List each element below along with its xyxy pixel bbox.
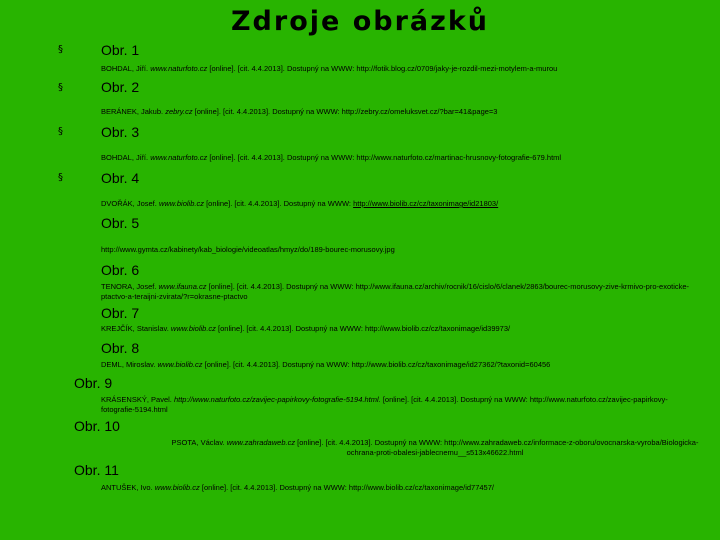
citation-author: BOHDAL, Jiří.	[101, 64, 149, 73]
citation-author: DVOŘÁK, Josef.	[101, 199, 157, 208]
source-heading: Obr. 1	[101, 42, 140, 58]
source-heading: Obr. 5	[101, 215, 140, 231]
citation-details: [online]. [cit. 4.4.2013]. Dostupný na WWW: http://www.ifauna.cz/archiv/rocnik/16/cislo/6/clanek/2863/bourec-morusovy-zive-krmivo-pro-exoticke-ptactvo-a-teraijni-zvirata/?r=okrasne-ptactvo	[101, 282, 690, 301]
citation-author: KREJČÍK, Stanislav.	[101, 324, 169, 333]
source-citation	[101, 107, 497, 117]
citation-author: BERÁNEK, Jakub.	[101, 107, 164, 116]
source-heading: Obr. 9	[74, 375, 113, 391]
citation-author: PSOTA, Václav.	[171, 438, 225, 447]
citation-details: [online]. [cit. 4.4.2013]. Dostupný na WWW: http://www.biolib.cz/cz/taxonimage/id77457/	[201, 483, 494, 492]
source-heading: Obr. 10	[74, 418, 120, 434]
source-heading: Obr. 7	[101, 305, 140, 321]
source-citation	[101, 360, 550, 370]
source-citation	[101, 324, 510, 334]
source-heading: Obr. 3	[101, 124, 140, 140]
page-title: Zdroje obrázků	[230, 6, 490, 37]
citation-details: [online]. [cit. 4.4.2013]. Dostupný na WWW: http://zebry.cz/omeluksvet.cz/?bar=41&page=3	[194, 107, 498, 116]
citation-site: www.biolib.cz	[170, 324, 216, 333]
citation-details: [online]. [cit. 4.4.2013]. Dostupný na WWW: http://www.zahradaweb.cz/informace-z-oboru/ovocnarska-vyroba/Biologicka-ochrana-proti-obalesi-jablecnemu__s513x46622.html	[297, 438, 699, 457]
citation-details: [online]. [cit. 4.4.2013]. Dostupný na WWW: http://fotik.blog.cz/0709/jaky-je-rozdil-mezi-motylem-a-murou	[209, 64, 558, 73]
source-heading: Obr. 2	[101, 79, 140, 95]
citation-details: [online]. [cit. 4.4.2013]. Dostupný na WWW:	[206, 199, 351, 208]
citation-site: www.naturfoto.cz	[150, 153, 208, 162]
citation-site: www.naturfoto.cz	[150, 64, 208, 73]
citation-site: www.zahradaweb.cz	[226, 438, 296, 447]
source-heading: Obr. 8	[101, 340, 140, 356]
source-citation	[170, 438, 700, 458]
citation-site: www.ifauna.cz	[158, 282, 207, 291]
citation-site: www.biolib.cz	[154, 483, 200, 492]
citation-author: KRÁSENSKÝ, Pavel.	[101, 395, 172, 404]
source-citation	[101, 153, 561, 163]
source-citation	[101, 245, 395, 255]
source-citation	[101, 64, 557, 74]
source-heading: Obr. 6	[101, 262, 140, 278]
bullet-icon: §	[58, 172, 63, 183]
citation-site: http://www.naturfoto.cz/zavijec-papirkovy-fotografie-5194.html.	[173, 395, 381, 404]
bullet-icon: §	[58, 82, 63, 93]
citation-details: [online]. [cit. 4.4.2013]. Dostupný na WWW: http://www.biolib.cz/cz/taxonimage/id27362/?taxonid=60456	[204, 360, 551, 369]
citation-details: [online]. [cit. 4.4.2013]. Dostupný na WWW: http://www.naturfoto.cz/martinac-hrusnovy-fotografie-679.html	[209, 153, 562, 162]
source-citation	[101, 395, 696, 415]
citation-author: BOHDAL, Jiří.	[101, 153, 149, 162]
source-heading: Obr. 4	[101, 170, 140, 186]
citation-author: TENORA, Josef.	[101, 282, 157, 291]
citation-details: [online]. [cit. 4.4.2013]. Dostupný na WWW: http://www.naturfoto.cz/zavijec-papirkovy-fotografie-5194.html	[101, 395, 668, 414]
citation-author: ANTUŠEK, Ivo.	[101, 483, 153, 492]
citation-link[interactable]: http://www.biolib.cz/cz/taxonimage/id21803/	[353, 199, 499, 208]
source-citation	[101, 282, 696, 302]
source-citation	[101, 483, 494, 493]
citation-site: www.biolib.cz	[158, 199, 204, 208]
citation-author: DEML, Miroslav.	[101, 360, 156, 369]
citation-details: [online]. [cit. 4.4.2013]. Dostupný na WWW: http://www.biolib.cz/cz/taxonimage/id39973/	[218, 324, 511, 333]
citation-site: www.biolib.cz	[157, 360, 203, 369]
source-heading: Obr. 11	[74, 462, 119, 478]
citation-site: zebry.cz	[165, 107, 193, 116]
bullet-icon: §	[58, 126, 63, 137]
source-citation	[101, 199, 498, 209]
citation-details: http://www.gymta.cz/kabinety/kab_biologie/videoatlas/hmyz/do/189-bourec-morusovy.jpg	[101, 245, 395, 254]
bullet-icon: §	[58, 44, 63, 55]
